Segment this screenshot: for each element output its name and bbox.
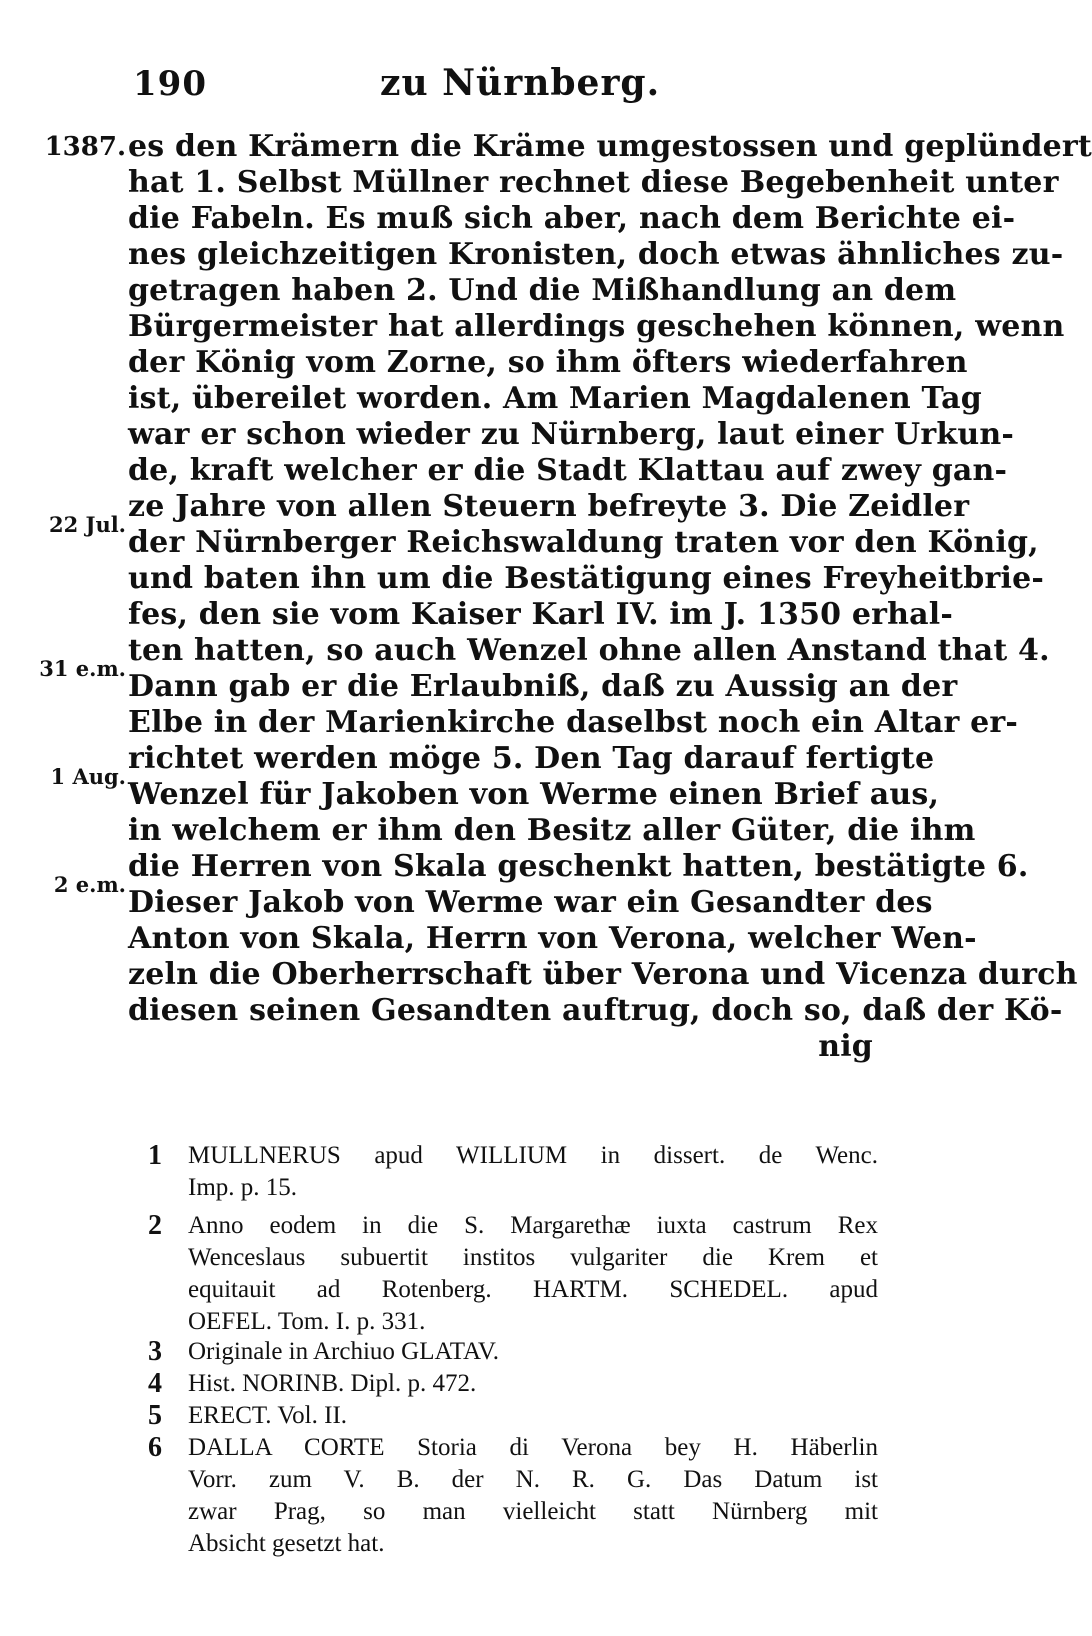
footnote-number: 1 [148, 1140, 162, 1171]
text-line: die Herren von Skala geschenkt hatten, bestätigte 6. [128, 849, 1029, 884]
text-line: der Nürnberger Reichswaldung traten vor den König, [128, 525, 1039, 560]
text-line: Anton von Skala, Herrn von Verona, welcher Wen- [128, 921, 977, 956]
page-header [0, 58, 960, 118]
text-line: ten hatten, so auch Wenzel ohne allen Anstand that 4. [128, 633, 1050, 668]
footnote-line: Absicht gesetzt hat. [188, 1530, 385, 1557]
footnote-line: equitauit ad Rotenberg. HARTM. SCHEDEL. apud [188, 1276, 878, 1303]
footnote-number: 3 [148, 1336, 162, 1367]
footnote-line: MULLNERUS apud WILLIUM in dissert. de Wenc. [188, 1142, 878, 1169]
footnote-line: Anno eodem in die S. Margarethæ iuxta castrum Rex [188, 1212, 878, 1239]
text-line: getragen haben 2. Und die Mißhandlung an dem [128, 273, 957, 308]
footnote-line: Wenceslaus subuertit institos vulgariter die Krem et [188, 1244, 878, 1271]
text-line: richtet werden möge 5. Den Tag darauf fertigte [128, 741, 935, 776]
text-line: Elbe in der Marienkirche daselbst noch ein Altar er- [128, 705, 1019, 740]
text-line: und baten ihn um die Bestätigung eines Freyheitbrie- [128, 561, 1045, 596]
footnote-line: Vorr. zum V. B. der N. R. G. Das Datum ist [188, 1466, 878, 1493]
text-line: es den Krämern die Kräme umgestossen und geplündert [128, 129, 1092, 164]
text-line: Bürgermeister hat allerdings geschehen können, wenn [128, 309, 1065, 344]
text-line: nes gleichzeitigen Kronisten, doch etwas ähnliches zu- [128, 237, 1064, 272]
footnote-line: DALLA CORTE Storia di Verona bey H. Häberlin [188, 1434, 878, 1461]
footnote-line: OEFEL. Tom. I. p. 331. [188, 1308, 426, 1335]
text-line: war er schon wieder zu Nürnberg, laut einer Urkun- [128, 417, 1014, 452]
text-line: in welchem er ihm den Besitz aller Güter, die ihm [128, 813, 976, 848]
text-line: de, kraft welcher er die Stadt Klattau auf zwey gan- [128, 453, 1008, 488]
footnote-line: ERECT. Vol. II. [188, 1402, 348, 1429]
text-line: Dieser Jakob von Werme war ein Gesandter des [128, 885, 933, 920]
text-line: zeln die Oberherrschaft über Verona und Vicenza durch [128, 957, 1078, 992]
margin-date-1-aug: 1 Aug. [50, 764, 126, 789]
running-head: zu Nürnberg. [380, 62, 661, 104]
text-line: diesen seinen Gesandten auftrug, doch so, daß der Kö- [128, 993, 1063, 1028]
text-line: ist, übereilet worden. Am Marien Magdalenen Tag [128, 381, 982, 416]
margin-date-22-jul: 22 Jul. [48, 512, 126, 537]
footnote-number: 2 [148, 1210, 162, 1241]
text-line: die Fabeln. Es muß sich aber, nach dem Berichte ei- [128, 201, 1016, 236]
text-line: der König vom Zorne, so ihm öfters wiederfahren [128, 345, 968, 380]
text-line: fes, den sie vom Kaiser Karl IV. im J. 1350 erhal- [128, 597, 954, 632]
footnote-line: Hist. NORINB. Dipl. p. 472. [188, 1370, 477, 1397]
footnote-line: zwar Prag, so man vielleicht statt Nürnberg mit [188, 1498, 878, 1525]
text-line: Wenzel für Jakoben von Werme einen Brief aus, [128, 777, 940, 812]
catchword: nig [818, 1029, 873, 1064]
footnote-line: Imp. p. 15. [188, 1174, 298, 1201]
page-number: 190 [133, 64, 207, 104]
text-line: ze Jahre von allen Steuern befreyte 3. Die Zeidler [128, 489, 970, 524]
margin-year: 1387. [44, 132, 126, 162]
margin-date-2-em: 2 e.m. [53, 872, 126, 897]
text-line: Dann gab er die Erlaubniß, daß zu Aussig an der [128, 669, 958, 704]
footnote-number: 5 [148, 1400, 162, 1431]
footnote-line: Originale in Archiuo GLATAV. [188, 1338, 499, 1365]
margin-date-31-em: 31 e.m. [39, 656, 126, 681]
footnote-number: 6 [148, 1432, 162, 1463]
text-line: hat 1. Selbst Müllner rechnet diese Begebenheit unter [128, 165, 1059, 200]
footnote-number: 4 [148, 1368, 162, 1399]
